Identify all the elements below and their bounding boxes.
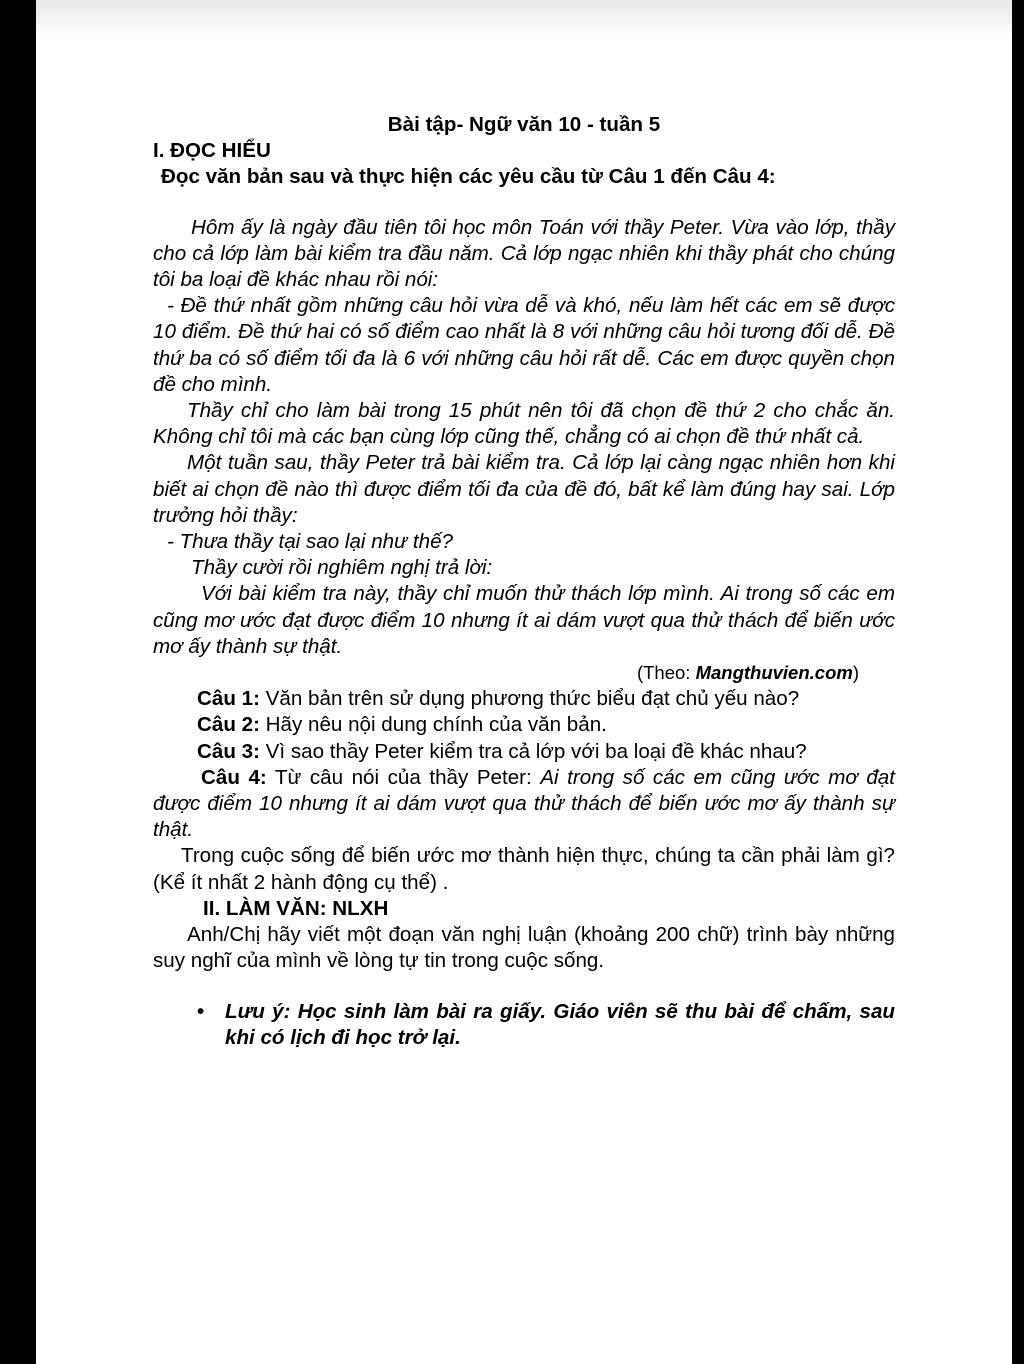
section-heading-lam-van: II. LÀM VĂN: NLXH [203,896,389,920]
question-label: Câu 4: [201,765,267,789]
source-citation: (Theo: Mangthuvien.com) [636,662,859,684]
question-3 [153,739,895,765]
question-label: Câu 3: [197,739,260,763]
question-label: Câu 2: [197,713,260,737]
passage-paragraph: Một tuần sau, thầy Peter trả bài kiểm tra. Cả lớp lại càng ngạc nhiên hơn khi biết ai chọn đề nào thì được điểm tối đa của đề đó, bất kể làm đúng hay sai. Lớp trưởng hỏi thầy: [153,451,895,527]
question-1 [153,686,895,712]
reading-instruction: Đọc văn bản sau và thực hiện các yêu cầu từ Câu 1 đến Câu 4: [161,165,776,189]
note-list-item [153,999,895,1051]
question-text: Từ câu nói của thầy Peter: [266,765,541,789]
essay-prompt: Anh/Chị hãy viết một đoạn văn nghị luận (khoảng 200 chữ) trình bày những suy nghĩ của mình về lòng tự tin trong cuộc sống. [153,923,895,973]
question-2 [153,712,895,738]
passage-paragraph: - Thưa thầy tại sao lại như thế? [167,530,453,554]
question-text: Văn bản trên sử dụng phương thức biểu đạt chủ yếu nào? [259,687,800,711]
question-4-followup: Trong cuộc sống để biến ước mơ thành hiện thực, chúng ta cần phải làm gì? (Kể ít nhất 2 hành động cụ thể) . [153,844,895,894]
document-page[interactable] [36,0,1012,1364]
passage-paragraph: Thầy cười rồi nghiêm nghị trả lời: [191,556,493,580]
note-text: Lưu ý: Học sinh làm bài ra giấy. Giáo viên sẽ thu bài để chấm, sau khi có lịch đi học trở lại. [225,999,895,1049]
document-title: Bài tập- Ngữ văn 10 - tuần 5 [387,113,661,136]
passage-paragraph: Thầy chỉ cho làm bài trong 15 phút nên tôi đã chọn đề thứ 2 cho chắc ăn. Không chỉ tôi mà các bạn cùng lớp cũng thế, chẳng có ai chọn đề thứ nhất cả. [153,399,895,449]
page-top-shadow [36,0,1012,40]
question-4 [153,765,895,844]
passage-paragraph: Với bài kiểm tra này, thầy chỉ muốn thử thách lớp mình. Ai trong số các em cũng mơ ước đạt được điểm 10 nhưng ít ai dám vượt qua thử thách để biến ước mơ ấy thành sự thật. [153,582,895,658]
question-label: Câu 1: [197,687,260,711]
question-text: Vì sao thầy Peter kiểm tra cả lớp với ba loại đề khác nhau? [259,739,807,763]
document-content [153,112,895,1051]
passage-paragraph: - Đề thứ nhất gồm những câu hỏi vừa dễ và khó, nếu làm hết các em sẽ được 10 điểm. Đề thứ hai có số điểm cao nhất là 8 với những câu hỏi tương đối dễ. Đề thứ ba có số điểm tối đa là 6 với những câu hỏi rất dễ. Các em được quyền chọn đề cho mình. [153,294,895,396]
section-heading-doc-hieu: I. ĐỌC HIỂU [153,139,271,163]
passage-paragraph: Hôm ấy là ngày đầu tiên tôi học môn Toán với thầy Peter. Vừa vào lớp, thầy cho cả lớp làm bài kiểm tra đầu năm. Cả lớp ngạc nhiên khi thầy phát cho chúng tôi ba loại đề khác nhau rồi nói: [153,215,895,292]
question-quote: Ai trong số các em cũng ước mơ đạt được điểm 10 nhưng ít ai dám vượt qua thử thách để biến ước mơ ấy thành sự thật. [153,765,895,842]
bullet-icon: • [197,999,205,1023]
question-text: Hãy nêu nội dung chính của văn bản. [259,713,607,737]
source-site: Mangthuvien.com [695,662,853,684]
